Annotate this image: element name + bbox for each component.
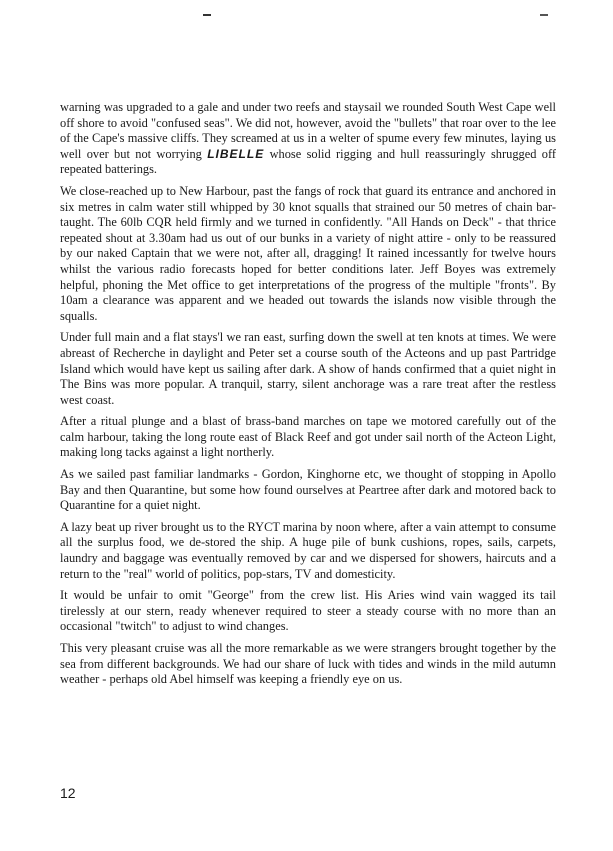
- paragraph-2: We close-reached up to New Harbour, past the fangs of rock that guard its entrance and anchored in six metres in calm water still whipped by 30 knot squalls that strained our 50 metres of chain bar-taught. The 60lb CQR held firmly and we turned in confidently. "All Hands on Deck" - that thrice repeated shout at 3.30am had us out of our bunks in a variety of night attire - only to be reassured by our naked Captain that we were not, after all, dragging! It rained incessantly for twelve hours whilst the various radio forecasts hoped for better conditions later. Jeff Boyes was extremely helpful, phoning the Met office to get interpretations of the progress of the multiple "fronts". By 10am a clearance was apparent and we headed out towards the islands now visible through the squalls.: [60, 183, 556, 323]
- corner-dash-mark: [540, 14, 548, 16]
- article-body: [60, 100, 556, 694]
- page-number: 12: [60, 785, 76, 801]
- paragraph-1-text-after: whose solid rigging and hull reassuringly shrugged off repeated batterings.: [60, 146, 556, 177]
- paragraph-5: As we sailed past familiar landmarks - Gordon, Kinghorne etc, we thought of stopping in Apollo Bay and then Quarantine, but some how found ourselves at Peartree after dark and motored back to Quarantine for a quiet night.: [60, 467, 556, 513]
- paragraph-4: After a ritual plunge and a blast of brass-band marches on tape we motored carefully out of the calm harbour, taking the long route east of Black Reef and got under sail north of the Acteon Light, making long tacks against a light northerly.: [60, 414, 556, 460]
- paragraph-3: Under full main and a flat stays'l we ran east, surfing down the swell at ten knots at times. We were abreast of Recherche in daylight and Peter set a course south of the Acteons and up past Partridge Island which would have kept us sailing after dark. A show of hands confirmed that a quiet night in The Bins was more popular. A tranquil, starry, silent anchorage was a rare treat after the restless west coast.: [60, 330, 556, 407]
- paragraph-1-text-before: warning was upgraded to a gale and under two reefs and staysail we rounded South West Cape well off shore to avoid "confused seas". We did not, however, avoid the "bullets" that roar over to the lee of the Cape's massive cliffs. They screamed at us in a welter of spume every few minutes, laying us well over but not worrying: [60, 100, 556, 161]
- paragraph-1: [60, 100, 556, 178]
- paragraph-7: It would be unfair to omit "George" from the crew list. His Aries wind vain wagged its tail tirelessly at our stern, ready whenever required to steer a steady course with no more than an occasional "twitch" to adjust to wind changes.: [60, 588, 556, 634]
- boat-name: LIBELLE: [207, 146, 265, 161]
- paragraph-8: This very pleasant cruise was all the more remarkable as we were strangers brought together by the sea from different backgrounds. We had our share of luck with tides and winds in the mild autumn weather - perhaps old Abel himself was keeping a friendly eye on us.: [60, 641, 556, 687]
- header-dash-mark: [203, 14, 211, 16]
- paragraph-6: A lazy beat up river brought us to the RYCT marina by noon where, after a vain attempt to consume all the surplus food, we de-stored the ship. A huge pile of bunk cushions, ropes, sails, carpets, laundry and baggage was eventually removed by car and we dispersed for showers, haircuts and a return to the "real" world of politics, pop-stars, TV and domesticity.: [60, 519, 556, 581]
